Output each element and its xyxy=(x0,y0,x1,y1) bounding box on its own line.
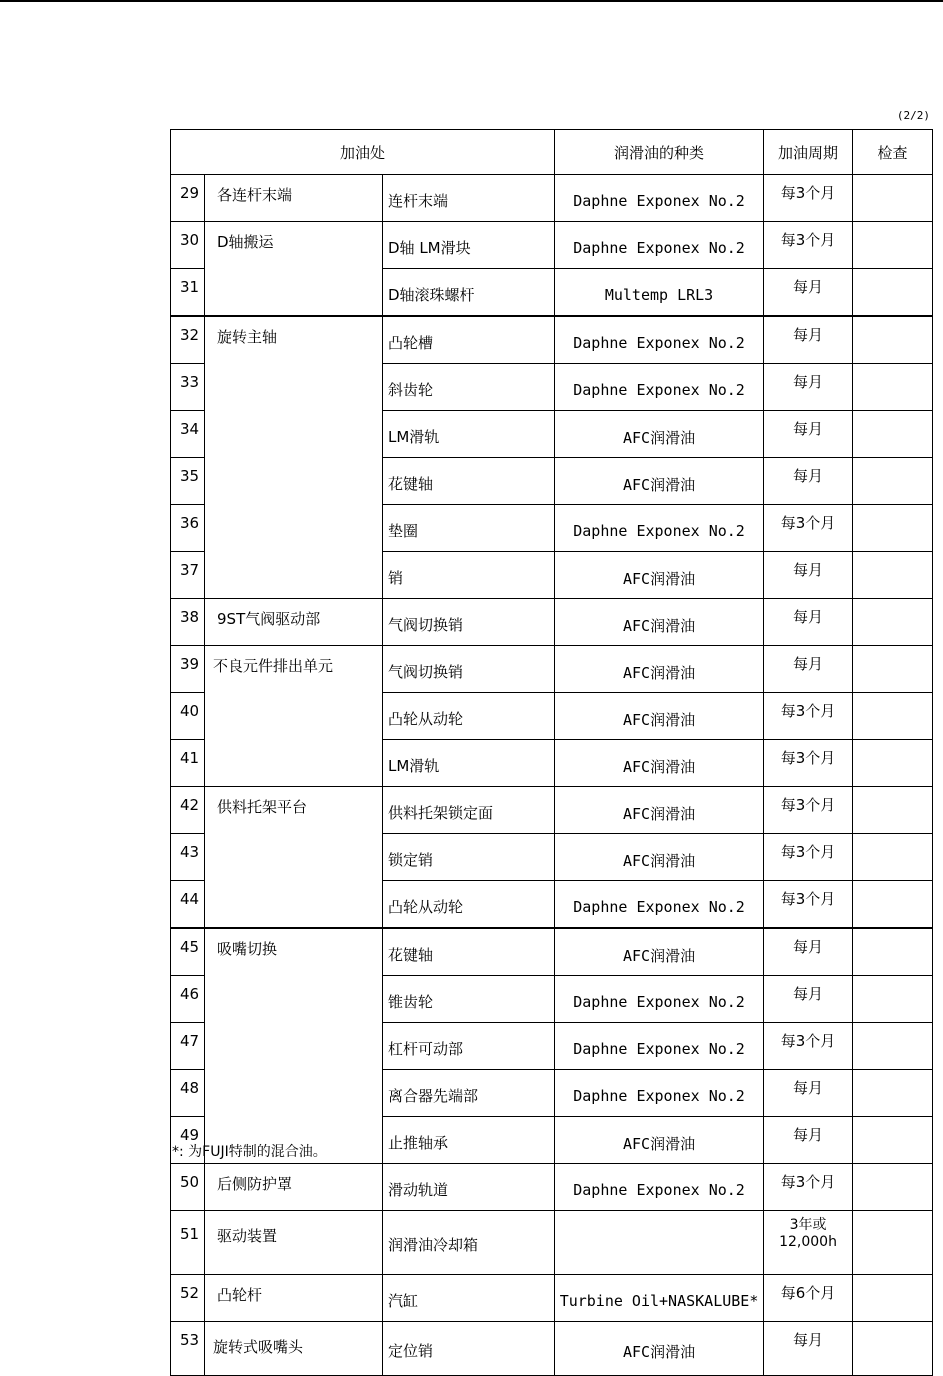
check-cell xyxy=(853,1117,933,1164)
part-name: LM滑轨 xyxy=(383,740,555,787)
row-number: 43 xyxy=(171,834,205,881)
oil-type: Turbine Oil+NASKALUBE* xyxy=(555,1275,764,1322)
part-name: D轴滚珠螺杆 xyxy=(383,269,555,317)
check-cell xyxy=(853,1322,933,1376)
check-cell xyxy=(853,834,933,881)
header-oil-type: 润滑油的种类 xyxy=(555,130,764,175)
row-number: 47 xyxy=(171,1023,205,1070)
oil-type: Multemp LRL3 xyxy=(555,269,764,317)
check-cell xyxy=(853,1023,933,1070)
oil-type xyxy=(555,1211,764,1275)
part-name: 离合器先端部 xyxy=(383,1070,555,1117)
group-name: 旋转式吸嘴头 xyxy=(205,1322,383,1376)
check-cell xyxy=(853,505,933,552)
cycle: 每月 xyxy=(764,458,853,505)
table-row xyxy=(171,646,933,693)
row-number: 39 xyxy=(171,646,205,693)
row-number: 36 xyxy=(171,505,205,552)
check-cell xyxy=(853,646,933,693)
group-name: 凸轮杆 xyxy=(205,1275,383,1322)
oil-type: Daphne Exponex No.2 xyxy=(555,881,764,929)
check-cell xyxy=(853,364,933,411)
oil-type: Daphne Exponex No.2 xyxy=(555,316,764,364)
table-row xyxy=(171,599,933,646)
table-row xyxy=(171,175,933,222)
oil-type: Daphne Exponex No.2 xyxy=(555,1070,764,1117)
part-name: 定位销 xyxy=(383,1322,555,1376)
table-row xyxy=(171,1164,933,1211)
oil-type: Daphne Exponex No.2 xyxy=(555,1164,764,1211)
check-cell xyxy=(853,552,933,599)
row-number: 50 xyxy=(171,1164,205,1211)
check-cell xyxy=(853,599,933,646)
part-name: 汽缸 xyxy=(383,1275,555,1322)
table-row xyxy=(171,1322,933,1376)
oil-type: Daphne Exponex No.2 xyxy=(555,175,764,222)
group-name: 9ST气阀驱动部 xyxy=(205,599,383,646)
row-number: 32 xyxy=(171,316,205,364)
part-name: LM滑轨 xyxy=(383,411,555,458)
part-name: 凸轮槽 xyxy=(383,316,555,364)
row-number: 44 xyxy=(171,881,205,929)
oil-type: AFC润滑油 xyxy=(555,411,764,458)
row-number: 46 xyxy=(171,976,205,1023)
part-name: 花键轴 xyxy=(383,928,555,976)
row-number: 38 xyxy=(171,599,205,646)
cycle: 每月 xyxy=(764,1070,853,1117)
cycle: 每3个月 xyxy=(764,175,853,222)
cycle: 每月 xyxy=(764,1322,853,1376)
cycle: 每月 xyxy=(764,928,853,976)
oil-type: AFC润滑油 xyxy=(555,740,764,787)
top-rule xyxy=(0,0,943,2)
table-header-row xyxy=(171,130,933,175)
check-cell xyxy=(853,881,933,929)
row-number: 33 xyxy=(171,364,205,411)
group-name: 吸嘴切换 xyxy=(205,928,383,1164)
part-name: 供料托架锁定面 xyxy=(383,787,555,834)
cycle: 每月 xyxy=(764,316,853,364)
part-name: 凸轮从动轮 xyxy=(383,881,555,929)
row-number: 45 xyxy=(171,928,205,976)
row-number: 41 xyxy=(171,740,205,787)
cycle: 每月 xyxy=(764,1117,853,1164)
row-number: 42 xyxy=(171,787,205,834)
oil-type: Daphne Exponex No.2 xyxy=(555,1023,764,1070)
page-number: (2/2) xyxy=(896,109,930,122)
oil-type: AFC润滑油 xyxy=(555,1322,764,1376)
cycle: 每月 xyxy=(764,364,853,411)
check-cell xyxy=(853,740,933,787)
cycle: 每月 xyxy=(764,646,853,693)
row-number: 35 xyxy=(171,458,205,505)
part-name: D轴 LM滑块 xyxy=(383,222,555,269)
part-name: 花键轴 xyxy=(383,458,555,505)
row-number: 51 xyxy=(171,1211,205,1275)
cycle: 每3个月 xyxy=(764,881,853,929)
part-name: 斜齿轮 xyxy=(383,364,555,411)
oil-type: Daphne Exponex No.2 xyxy=(555,976,764,1023)
check-cell xyxy=(853,411,933,458)
oil-type: AFC润滑油 xyxy=(555,693,764,740)
oil-type: AFC润滑油 xyxy=(555,599,764,646)
check-cell xyxy=(853,976,933,1023)
cycle-line-1: 3年或 xyxy=(789,1217,827,1233)
check-cell xyxy=(853,269,933,317)
part-name: 滑动轨道 xyxy=(383,1164,555,1211)
group-name: 供料托架平台 xyxy=(205,787,383,929)
check-cell xyxy=(853,1211,933,1275)
row-number: 37 xyxy=(171,552,205,599)
footnote: *: 为FUJI特制的混合油。 xyxy=(172,1144,327,1160)
group-name: 旋转主轴 xyxy=(205,316,383,599)
cycle xyxy=(764,1211,853,1275)
oil-type: Daphne Exponex No.2 xyxy=(555,364,764,411)
check-cell xyxy=(853,693,933,740)
part-name: 杠杆可动部 xyxy=(383,1023,555,1070)
oil-type: AFC润滑油 xyxy=(555,787,764,834)
oil-type: Daphne Exponex No.2 xyxy=(555,222,764,269)
check-cell xyxy=(853,458,933,505)
row-number: 34 xyxy=(171,411,205,458)
group-name: 驱动装置 xyxy=(205,1211,383,1275)
check-cell xyxy=(853,787,933,834)
cycle: 每3个月 xyxy=(764,740,853,787)
group-name: D轴搬运 xyxy=(205,222,383,317)
header-cycle: 加油周期 xyxy=(764,130,853,175)
check-cell xyxy=(853,175,933,222)
table-row xyxy=(171,1275,933,1322)
cycle: 每3个月 xyxy=(764,222,853,269)
check-cell xyxy=(853,1164,933,1211)
cycle: 每月 xyxy=(764,269,853,317)
part-name: 润滑油冷却箱 xyxy=(383,1211,555,1275)
header-check: 检查 xyxy=(853,130,933,175)
part-name: 连杆末端 xyxy=(383,175,555,222)
oil-type: AFC润滑油 xyxy=(555,928,764,976)
table-row xyxy=(171,928,933,976)
part-name: 锁定销 xyxy=(383,834,555,881)
group-name: 后侧防护罩 xyxy=(205,1164,383,1211)
table-row xyxy=(171,787,933,834)
part-name: 凸轮从动轮 xyxy=(383,693,555,740)
check-cell xyxy=(853,316,933,364)
part-name: 气阀切换销 xyxy=(383,599,555,646)
table-row xyxy=(171,222,933,269)
header-location: 加油处 xyxy=(171,130,555,175)
row-number: 48 xyxy=(171,1070,205,1117)
oil-type: AFC润滑油 xyxy=(555,1117,764,1164)
check-cell xyxy=(853,928,933,976)
row-number: 40 xyxy=(171,693,205,740)
oil-type: AFC润滑油 xyxy=(555,646,764,693)
oil-type: AFC润滑油 xyxy=(555,458,764,505)
part-name: 锥齿轮 xyxy=(383,976,555,1023)
cycle: 每6个月 xyxy=(764,1275,853,1322)
row-number: 30 xyxy=(171,222,205,269)
row-number: 52 xyxy=(171,1275,205,1322)
cycle: 每月 xyxy=(764,411,853,458)
cycle: 每月 xyxy=(764,599,853,646)
row-number: 31 xyxy=(171,269,205,317)
oil-type: AFC润滑油 xyxy=(555,834,764,881)
table-row xyxy=(171,316,933,364)
group-name: 各连杆末端 xyxy=(205,175,383,222)
check-cell xyxy=(853,1275,933,1322)
group-name: 不良元件排出单元 xyxy=(205,646,383,787)
part-name: 销 xyxy=(383,552,555,599)
oil-type: AFC润滑油 xyxy=(555,552,764,599)
check-cell xyxy=(853,1070,933,1117)
cycle: 每3个月 xyxy=(764,787,853,834)
cycle: 每3个月 xyxy=(764,1023,853,1070)
oil-type: Daphne Exponex No.2 xyxy=(555,505,764,552)
cycle: 每3个月 xyxy=(764,834,853,881)
part-name: 垫圈 xyxy=(383,505,555,552)
row-number: 53 xyxy=(171,1322,205,1376)
row-number: 29 xyxy=(171,175,205,222)
part-name: 止推轴承 xyxy=(383,1117,555,1164)
part-name: 气阀切换销 xyxy=(383,646,555,693)
cycle: 每月 xyxy=(764,552,853,599)
lubrication-table xyxy=(170,129,933,1376)
cycle-line-2: 12,000h xyxy=(779,1234,837,1250)
cycle: 每3个月 xyxy=(764,693,853,740)
row-number: 49 xyxy=(171,1117,205,1164)
check-cell xyxy=(853,222,933,269)
table-row xyxy=(171,1211,933,1275)
cycle: 每月 xyxy=(764,976,853,1023)
cycle: 每3个月 xyxy=(764,505,853,552)
cycle: 每3个月 xyxy=(764,1164,853,1211)
